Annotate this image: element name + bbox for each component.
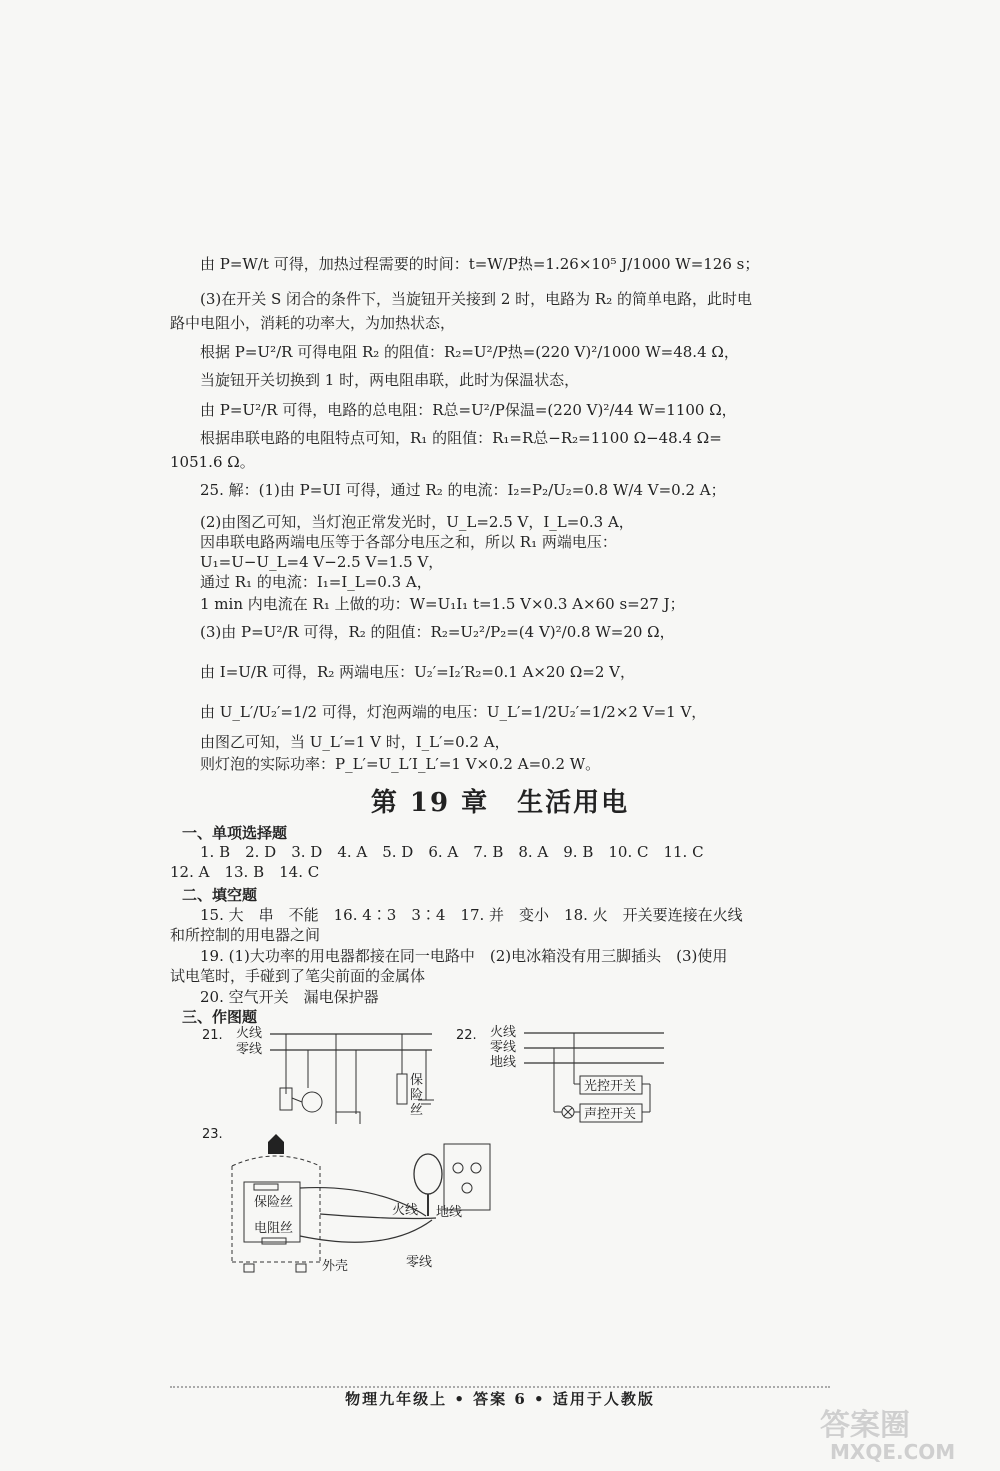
fuse-icon xyxy=(397,1074,407,1104)
footer-text: 物理九年级上 • 答案 6 • 适用于人教版 xyxy=(345,1390,655,1408)
fuse-label: 丝 xyxy=(410,1103,424,1118)
answer-line: 试电笔时，手碰到了笔尖前面的金属体 xyxy=(170,967,426,985)
answer-line: 12. A 13. B 14. C xyxy=(170,863,320,881)
text-line: (2)由图乙可知，当灯泡正常发光时，U_L=2.5 V，I_L=0.3 A， xyxy=(200,513,634,531)
figure-23-appliance xyxy=(196,1124,496,1284)
watermark: 答案圈 xyxy=(820,1408,910,1443)
section-heading: 三、作图题 xyxy=(182,1008,258,1026)
light-switch-label: 光控开关 xyxy=(584,1079,637,1094)
text-line: 则灯泡的实际功率：P_L′=U_L′I_L′=1 V×0.2 A=0.2 W。 xyxy=(200,755,601,773)
heater-label: 电阻丝 xyxy=(254,1221,294,1236)
text-line: 由 P=W/t 可得，加热过程需要的时间：t=W/P热=1.26×10⁵ J/1000 W=126 s； xyxy=(200,255,760,273)
text-line: 由 U_L′/U₂′=1/2 可得，灯泡两端的电压：U_L′=1/2U₂′=1/2×2 V=1 V， xyxy=(200,703,707,721)
text-line: (3)由 P=U²/R 可得，R₂ 的阻值：R₂=U₂²/P₂=(4 V)²/0.8 W=20 Ω， xyxy=(200,623,675,641)
section-heading: 二、填空题 xyxy=(182,886,258,904)
text-line: 根据串联电路的电阻特点可知，R₁ 的阻值：R₁=R总−R₂=1100 Ω−48.4 Ω= xyxy=(200,429,722,447)
text-line: 由图乙可知，当 U_L′=1 V 时，I_L′=0.2 A， xyxy=(200,733,510,751)
bulb-icon xyxy=(302,1092,322,1112)
text-line: 由 P=U²/R 可得，电路的总电阻：R总=U²/P保温=(220 V)²/44 W=1100 Ω， xyxy=(200,401,737,419)
answer-line: 19. (1)大功率的用电器都接在同一电路中 (2)电冰箱没有用三脚插头 (3)使用 xyxy=(200,947,728,965)
sound-switch-label: 声控开关 xyxy=(584,1107,637,1122)
watermark-url: MXQE.COM xyxy=(830,1440,956,1464)
answer-line: 15. 大 串 不能 16. 4∶3 3∶4 17. 并 变小 18. 火 开关要连接在火线 xyxy=(200,906,743,924)
text-line: 1051.6 Ω。 xyxy=(170,453,255,471)
text-line: U₁=U−U_L=4 V−2.5 V=1.5 V， xyxy=(200,553,444,571)
answer-line: 和所控制的用电器之间 xyxy=(170,926,321,944)
plug-icon xyxy=(414,1154,442,1194)
indicator-icon xyxy=(268,1134,284,1154)
text-line: 当旋钮开关切换到 1 时，两电阻串联，此时为保温状态， xyxy=(200,371,580,389)
figure-22-live-label: 火线 xyxy=(490,1025,517,1040)
text-line: 因串联电路两端电压等于各部分电压之和，所以 R₁ 两端电压： xyxy=(200,533,617,551)
section-heading: 一、单项选择题 xyxy=(182,824,288,842)
chapter-title: 第 19 章 生活用电 xyxy=(370,788,630,818)
ground-wire-label: 地线 xyxy=(436,1205,463,1220)
fuse-label: 险 xyxy=(410,1088,424,1103)
figure-21-live-label: 火线 xyxy=(236,1026,263,1041)
live-wire-label: 火线 xyxy=(392,1203,419,1218)
text-line: 由 I=U/R 可得，R₂ 两端电压：U₂′=I₂′R₂=0.1 A×20 Ω=2 V， xyxy=(200,663,635,681)
text-line: 1 min 内电流在 R₁ 上做的功：W=U₁I₁ t=1.5 V×0.3 A×60 s=27 J； xyxy=(200,595,685,613)
text-line: 通过 R₁ 的电流：I₁=I_L=0.3 A， xyxy=(200,573,432,591)
shell-label: 外壳 xyxy=(322,1259,349,1274)
figure-22-circuit xyxy=(450,1024,670,1124)
text-line: 25. 解：(1)由 P=UI 可得，通过 R₂ 的电流：I₂=P₂/U₂=0.8 W/4 V=0.2 A； xyxy=(200,481,726,499)
text-line: 根据 P=U²/R 可得电阻 R₂ 的阻值：R₂=U²/P热=(220 V)²/1000 W=48.4 Ω， xyxy=(200,343,739,361)
figure-21-neutral-label: 零线 xyxy=(236,1042,263,1057)
figure-21-number: 21. xyxy=(202,1028,223,1043)
figure-21-circuit xyxy=(196,1024,446,1124)
fuse-label: 保险丝 xyxy=(254,1195,294,1210)
text-line: 路中电阻小，消耗的功率大，为加热状态， xyxy=(170,314,456,332)
figure-23-number: 23. xyxy=(202,1127,223,1142)
neutral-wire-label: 零线 xyxy=(406,1255,433,1270)
figure-22-ground-label: 地线 xyxy=(490,1055,517,1070)
answer-line: 1. B 2. D 3. D 4. A 5. D 6. A 7. B 8. A 9. B 10. C 11. C xyxy=(200,843,704,861)
answer-line: 20. 空气开关 漏电保护器 xyxy=(200,988,379,1006)
text-line: (3)在开关 S 闭合的条件下，当旋钮开关接到 2 时，电路为 R₂ 的简单电路，此时电 xyxy=(200,290,752,308)
wall-socket-icon xyxy=(444,1144,490,1210)
figure-22-number: 22. xyxy=(456,1028,477,1043)
figure-22-neutral-label: 零线 xyxy=(490,1040,517,1055)
fuse-label: 保 xyxy=(410,1073,424,1088)
